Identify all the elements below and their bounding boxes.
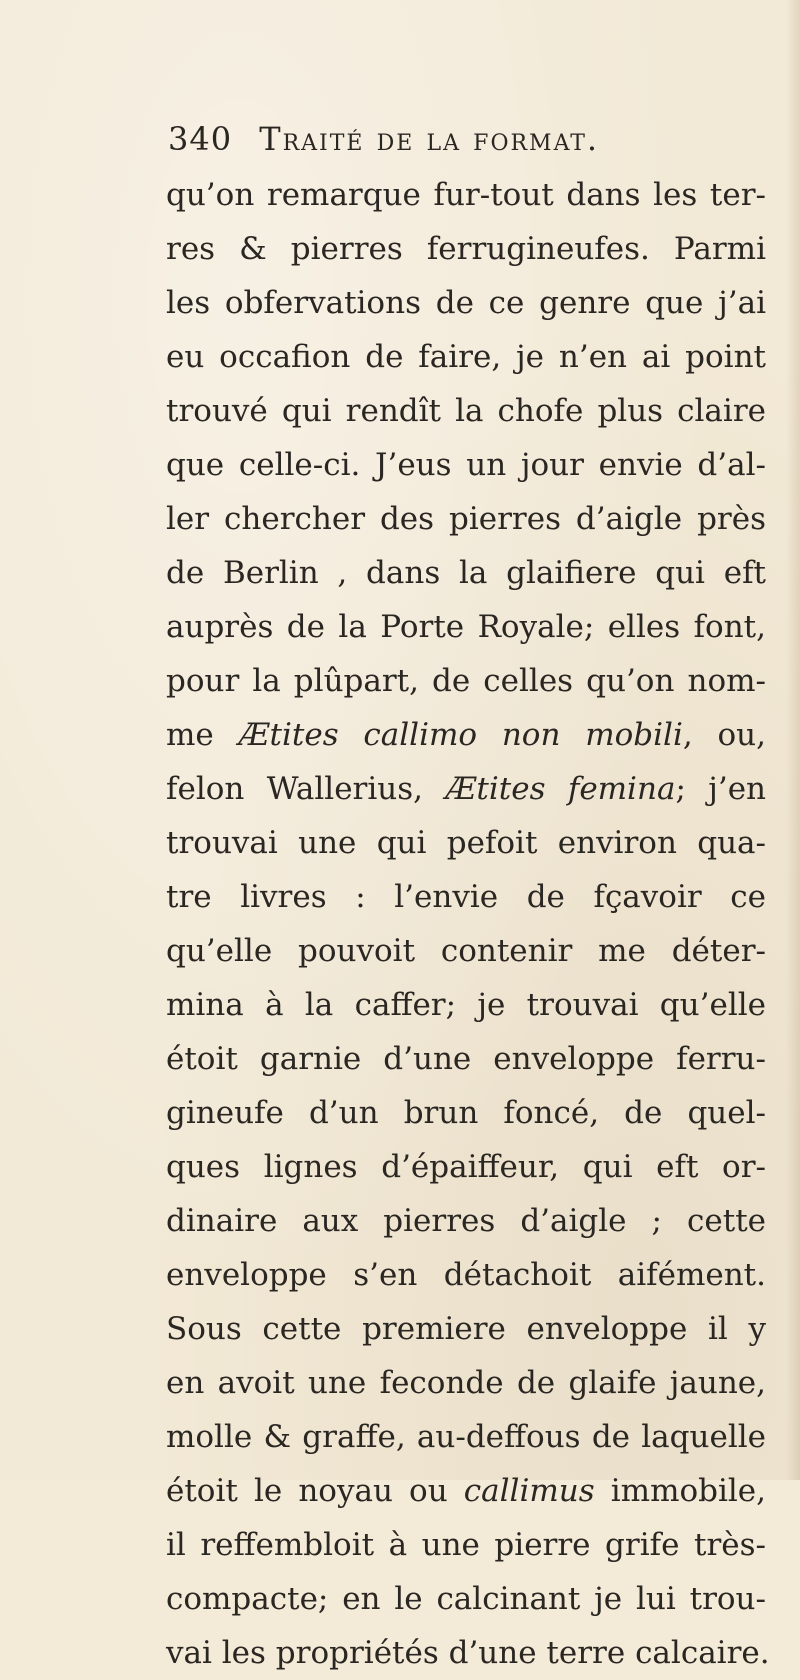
text-line [166,438,766,492]
text-line [166,1302,766,1356]
text-line [166,1248,766,1302]
text-segment: de Berlin , dans la glaifiere qui eft [166,555,766,591]
text-line [166,492,766,546]
text-segment: trouvai une qui pefoit environ qua- [166,825,766,861]
text-segment: en avoit une feconde de glaife jaune, [166,1365,766,1401]
text-line [166,1140,766,1194]
text-line [166,708,766,762]
text-segment: il reffembloit à une pierre grife très- [166,1527,766,1563]
text-segment: enveloppe s’en détachoit aifément. [166,1257,766,1293]
text-segment: ; j’en [675,771,767,807]
text-line [166,168,766,222]
text-segment: auprès de la Porte Royale; elles font, [166,609,766,645]
body-text [166,168,770,1680]
italic-term: callimus [463,1473,595,1509]
text-segment: trouvé qui rendît la chofe plus claire [166,393,766,429]
text-line [166,600,766,654]
text-segment: , ou, [682,717,766,753]
text-line [166,1410,766,1464]
text-line [166,870,766,924]
text-segment: compacte; en le calcinant je lui trou- [166,1581,766,1617]
text-segment: pour la plûpart, de celles qu’on nom- [166,663,766,699]
text-segment: res & pierres ferrugineufes. Parmi [166,231,766,267]
text-segment: ques lignes d’épaiffeur, qui eft or- [166,1149,766,1185]
text-line [166,1464,766,1518]
text-segment: tre livres : l’envie de fçavoir ce [166,879,766,915]
running-head [168,120,768,170]
text-line [166,654,766,708]
text-segment: que celle-ci. J’eus un jour envie d’al- [166,447,766,483]
text-segment: dinaire aux pierres d’aigle ; cette [166,1203,766,1239]
text-segment: immobile, [594,1473,766,1509]
text-segment: me [166,717,239,753]
text-segment: Sous cette premiere enveloppe il y [166,1311,766,1347]
text-line [166,1032,766,1086]
text-line [166,1518,766,1572]
text-line [166,546,766,600]
text-segment: qu’elle pouvoit contenir me déter- [166,933,766,969]
text-line [166,762,766,816]
text-segment: qu’on remarque fur-tout dans les ter- [166,177,766,213]
text-line [166,924,766,978]
text-line [166,384,766,438]
text-line [166,978,766,1032]
text-segment: mina à la caffer; je trouvai qu’elle [166,987,766,1023]
text-line [166,816,766,870]
text-line [166,222,766,276]
text-segment: étoit le noyau ou [166,1473,464,1509]
italic-term: Ætites callimo non mobili [238,717,683,753]
text-line [166,1086,766,1140]
text-segment: étoit garnie d’une enveloppe ferru- [166,1041,766,1077]
text-line [166,330,766,384]
text-segment: ler chercher des pierres d’aigle près [166,501,766,537]
italic-term: Ætites femina [445,771,676,807]
text-line [166,1356,766,1410]
text-line [166,1194,766,1248]
text-segment: vai les propriétés d’une terre calcaire. [166,1635,770,1671]
text-segment: gineufe d’un brun foncé, de quel- [166,1095,766,1131]
text-line [166,1626,770,1680]
text-segment: molle & graffe, au-deffous de laquelle [166,1419,766,1455]
text-segment: les obfervations de ce genre que j’ai [166,285,766,321]
page-edge-shadow [786,0,800,1480]
page-number: 340 [168,120,233,158]
text-line [166,276,766,330]
running-title: Traité de la format. [259,120,600,158]
text-line [166,1572,766,1626]
text-segment: felon Wallerius, [166,771,446,807]
text-segment: eu occafion de faire, je n’en ai point [166,339,766,375]
